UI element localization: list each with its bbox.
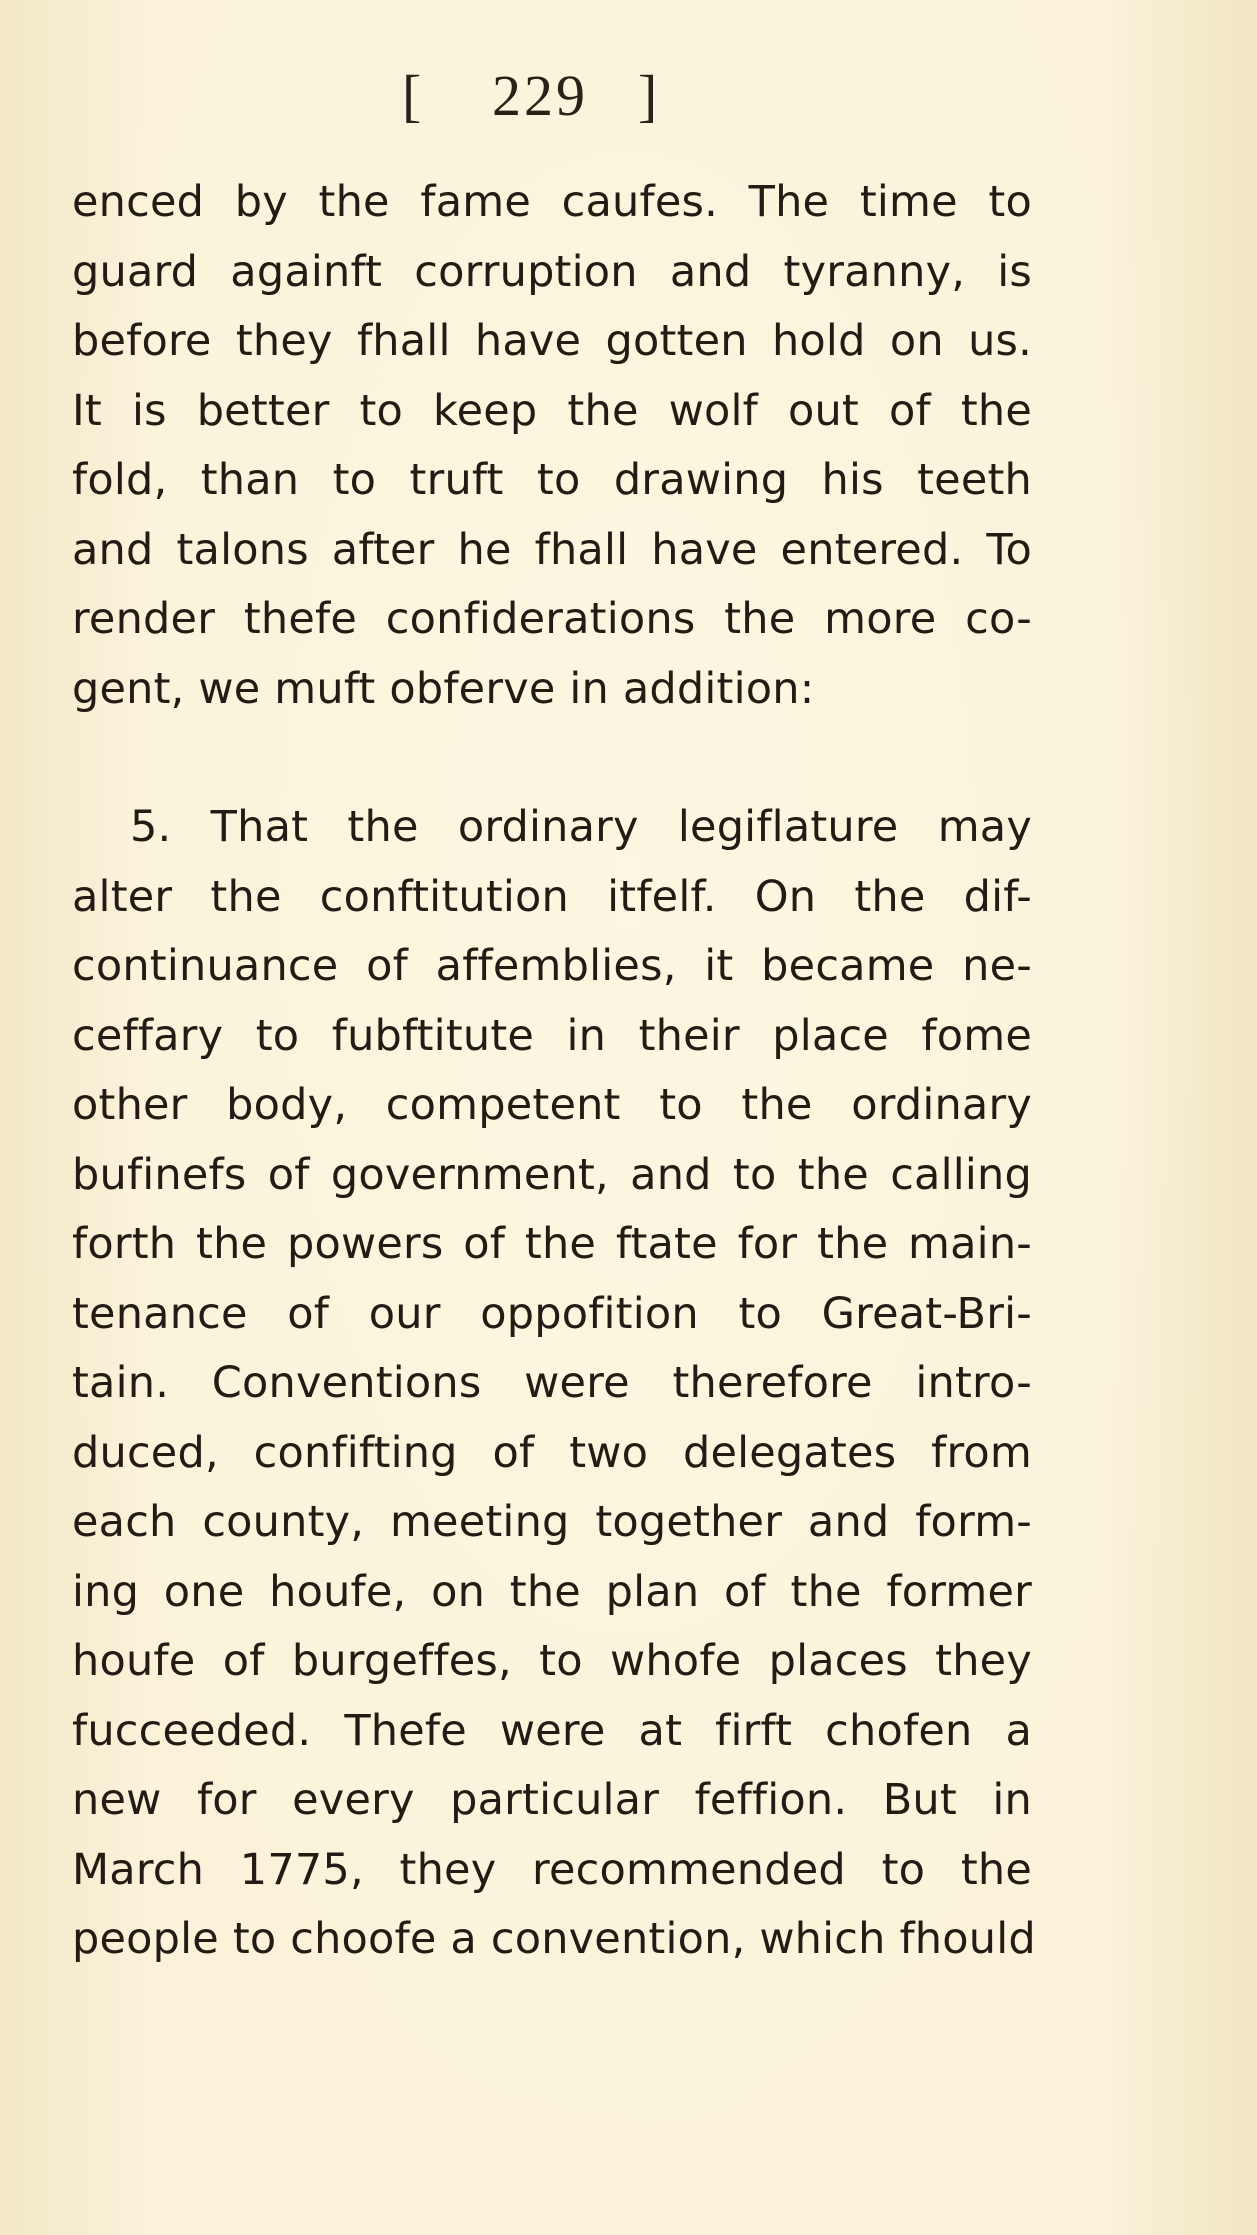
text-line: each county, meeting together and form- (72, 1497, 1032, 1547)
text-line: 5. That the ordinary legiflature may (130, 802, 1032, 852)
running-head (0, 52, 1257, 142)
text-line: houfe of burgeffes, to whofe places they (72, 1636, 1032, 1686)
text-line: bufinefs of government, and to the calling (72, 1149, 1032, 1200)
text-line: fucceeded. Thefe were at firft chofen a (72, 1705, 1032, 1756)
page-number: 229 (492, 63, 588, 128)
paragraph-2 (72, 793, 1036, 1975)
text-line: render thefe confiderations the more co- (72, 594, 1032, 644)
text-line: forth the powers of the ftate for the main- (72, 1219, 1032, 1269)
text-line: new for every particular feffion. But in (72, 1775, 1032, 1825)
running-head-bracket-left: [ (402, 63, 422, 128)
paragraph-gap (72, 724, 1032, 793)
running-head-bracket-right: ] (638, 63, 658, 128)
text-line: duced, confifting of two delegates from (72, 1427, 1032, 1478)
text-line: and talons after he fhall have entered. To (72, 524, 1032, 575)
text-line: fold, than to truft to drawing his teeth (72, 455, 1032, 505)
text-line: guard againft corruption and tyranny, is (72, 246, 1032, 297)
body-text (72, 168, 1036, 1975)
text-line: enced by the fame caufes. The time to (72, 177, 1032, 227)
paragraph-1 (72, 168, 1032, 724)
text-line: other body, competent to the ordinary (72, 1080, 1032, 1130)
text-line: alter the conftitution itfelf. On the dif- (72, 871, 1032, 922)
text-line: March 1775, they recommended to the (72, 1844, 1032, 1895)
text-line: gent, we muft obferve in addition: (72, 663, 815, 714)
text-line: people to choofe a convention, which fhould (72, 1914, 1036, 1964)
text-line: ing one houfe, on the plan of the former (72, 1566, 1032, 1617)
text-line: It is better to keep the wolf out of the (72, 385, 1032, 436)
text-line: before they fhall have gotten hold on us. (72, 316, 1032, 366)
text-line: ceffary to fubftitute in their place fome (72, 1010, 1032, 1061)
text-line: tain. Conventions were therefore intro- (72, 1358, 1032, 1408)
text-line: tenance of our oppofition to Great-Bri- (72, 1288, 1032, 1339)
text-line: continuance of affemblies, it became ne- (72, 941, 1032, 991)
